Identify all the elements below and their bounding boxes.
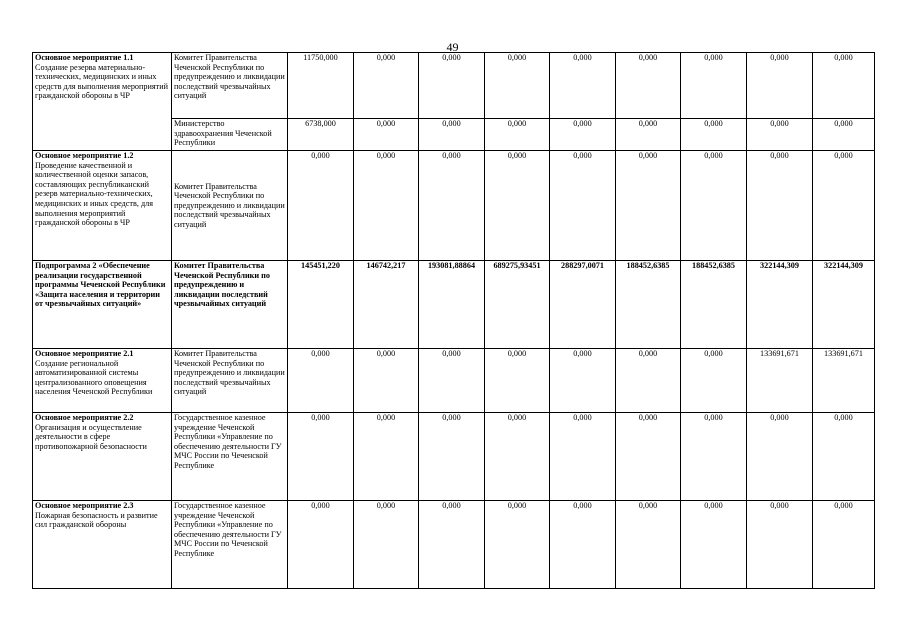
value-cell: 133691,671: [813, 349, 875, 413]
table-row: [33, 413, 875, 501]
table-row: [33, 151, 875, 261]
value-cell: 0,000: [616, 119, 681, 151]
value-cell: 0,000: [419, 53, 485, 119]
table-row: [33, 53, 875, 119]
subprogram-title: Подпрограмма 2 «Обеспечение реализации государственной программы Чеченской Республики «Защита населения и территории от чрезвычайных ситуаций»: [35, 261, 166, 309]
value-cell: 0,000: [681, 151, 747, 261]
table-row: [33, 261, 875, 349]
value-cell: 0,000: [681, 53, 747, 119]
value-cell: 0,000: [288, 349, 354, 413]
executor-cell: Комитет Правительства Чеченской Республики по предупреждению и ликвидации последствий чрезвычайных ситуаций: [172, 53, 288, 119]
value-cell: 133691,671: [747, 349, 813, 413]
activity-description: Проведение качественной и количественной оценки запасов, составляющих республиканский резерв материально-технических, медицинских и иных средств, для выполнения мероприятий гражданской обороны в ЧР: [35, 160, 153, 228]
value-cell: 0,000: [813, 119, 875, 151]
value-cell: 0,000: [354, 53, 419, 119]
value-cell: 145451,220: [288, 261, 354, 349]
activity-description: Создание региональной автоматизированной системы централизованного оповещения населения Чеченской Республики: [35, 358, 153, 397]
value-cell: 0,000: [747, 119, 813, 151]
activity-title: Основное мероприятие 2.3: [35, 501, 134, 510]
activity-title: Основное мероприятие 1.1: [35, 53, 134, 62]
value-cell: 0,000: [288, 501, 354, 589]
activity-name-cell: [33, 413, 172, 501]
value-cell: 0,000: [681, 119, 747, 151]
value-cell: 0,000: [813, 53, 875, 119]
table-row: [33, 349, 875, 413]
page-number: 49: [446, 40, 459, 54]
value-cell: 288297,0071: [550, 261, 616, 349]
activity-name-cell: [33, 501, 172, 589]
value-cell: 0,000: [354, 349, 419, 413]
value-cell: 0,000: [616, 413, 681, 501]
value-cell: 0,000: [419, 501, 485, 589]
activity-name-cell: [33, 151, 172, 261]
value-cell: 188452,6385: [616, 261, 681, 349]
value-cell: 0,000: [485, 349, 550, 413]
executor-cell: Государственное казенное учреждение Чеченской Республики «Управление по обеспечению деятельности ГУ МЧС России по Чеченской Республике: [172, 501, 288, 589]
value-cell: 0,000: [616, 53, 681, 119]
value-cell: 0,000: [485, 119, 550, 151]
value-cell: 0,000: [550, 119, 616, 151]
value-cell: 0,000: [747, 53, 813, 119]
value-cell: 0,000: [813, 501, 875, 589]
value-cell: 0,000: [681, 349, 747, 413]
value-cell: 0,000: [354, 151, 419, 261]
activity-title: Основное мероприятие 2.2: [35, 413, 134, 422]
value-cell: 0,000: [681, 413, 747, 501]
value-cell: 689275,93451: [485, 261, 550, 349]
value-cell: 0,000: [813, 413, 875, 501]
value-cell: 322144,309: [813, 261, 875, 349]
activity-description: Пожарная безопасность и развитие сил гражданской обороны: [35, 510, 158, 530]
executor-cell: Комитет Правительства Чеченской Республики по предупреждению и ликвидации последствий чрезвычайных ситуаций: [172, 151, 288, 261]
value-cell: 146742,217: [354, 261, 419, 349]
value-cell: 0,000: [354, 501, 419, 589]
value-cell: 0,000: [485, 53, 550, 119]
value-cell: 0,000: [485, 413, 550, 501]
value-cell: 11750,000: [288, 53, 354, 119]
value-cell: 0,000: [419, 413, 485, 501]
activity-title: Основное мероприятие 1.2: [35, 151, 134, 160]
value-cell: 0,000: [616, 501, 681, 589]
value-cell: 188452,6385: [681, 261, 747, 349]
value-cell: 6738,000: [288, 119, 354, 151]
value-cell: 0,000: [419, 349, 485, 413]
budget-table: [32, 52, 875, 589]
value-cell: 0,000: [550, 413, 616, 501]
value-cell: 322144,309: [747, 261, 813, 349]
value-cell: 0,000: [485, 501, 550, 589]
activity-description: Организация и осуществление деятельности в сфере противопожарной безопасности: [35, 422, 147, 451]
value-cell: 0,000: [616, 349, 681, 413]
subprogram-name-cell: [33, 261, 172, 349]
activity-name-cell: [33, 349, 172, 413]
value-cell: 0,000: [419, 119, 485, 151]
value-cell: 0,000: [550, 349, 616, 413]
value-cell: 193081,88864: [419, 261, 485, 349]
value-cell: 0,000: [354, 119, 419, 151]
activity-description: Создание резерва материально-технических, медицинских и иных средств для выполнения мероприятий гражданской обороны в ЧР: [35, 62, 168, 101]
value-cell: 0,000: [550, 151, 616, 261]
executor-cell: Министерство здравоохранения Чеченской Республики: [172, 119, 288, 151]
executor-cell: Государственное казенное учреждение Чеченской Республики «Управление по обеспечению деятельности ГУ МЧС России по Чеченской Республике: [172, 413, 288, 501]
value-cell: 0,000: [288, 151, 354, 261]
value-cell: 0,000: [813, 151, 875, 261]
value-cell: 0,000: [550, 53, 616, 119]
value-cell: 0,000: [288, 413, 354, 501]
value-cell: 0,000: [419, 151, 485, 261]
value-cell: 0,000: [681, 501, 747, 589]
executor-cell: Комитет Правительства Чеченской Республики по предупреждению и ликвидации последствий чрезвычайных ситуаций: [172, 349, 288, 413]
value-cell: 0,000: [616, 151, 681, 261]
value-cell: 0,000: [747, 501, 813, 589]
activity-title: Основное мероприятие 2.1: [35, 349, 134, 358]
activity-name-cell: [33, 53, 172, 151]
executor-cell: Комитет Правительства Чеченской Республики по предупреждению и ликвидации последствий чрезвычайных ситуаций: [172, 261, 288, 349]
value-cell: 0,000: [747, 151, 813, 261]
table-row: [33, 501, 875, 589]
value-cell: 0,000: [747, 413, 813, 501]
value-cell: 0,000: [485, 151, 550, 261]
value-cell: 0,000: [550, 501, 616, 589]
value-cell: 0,000: [354, 413, 419, 501]
